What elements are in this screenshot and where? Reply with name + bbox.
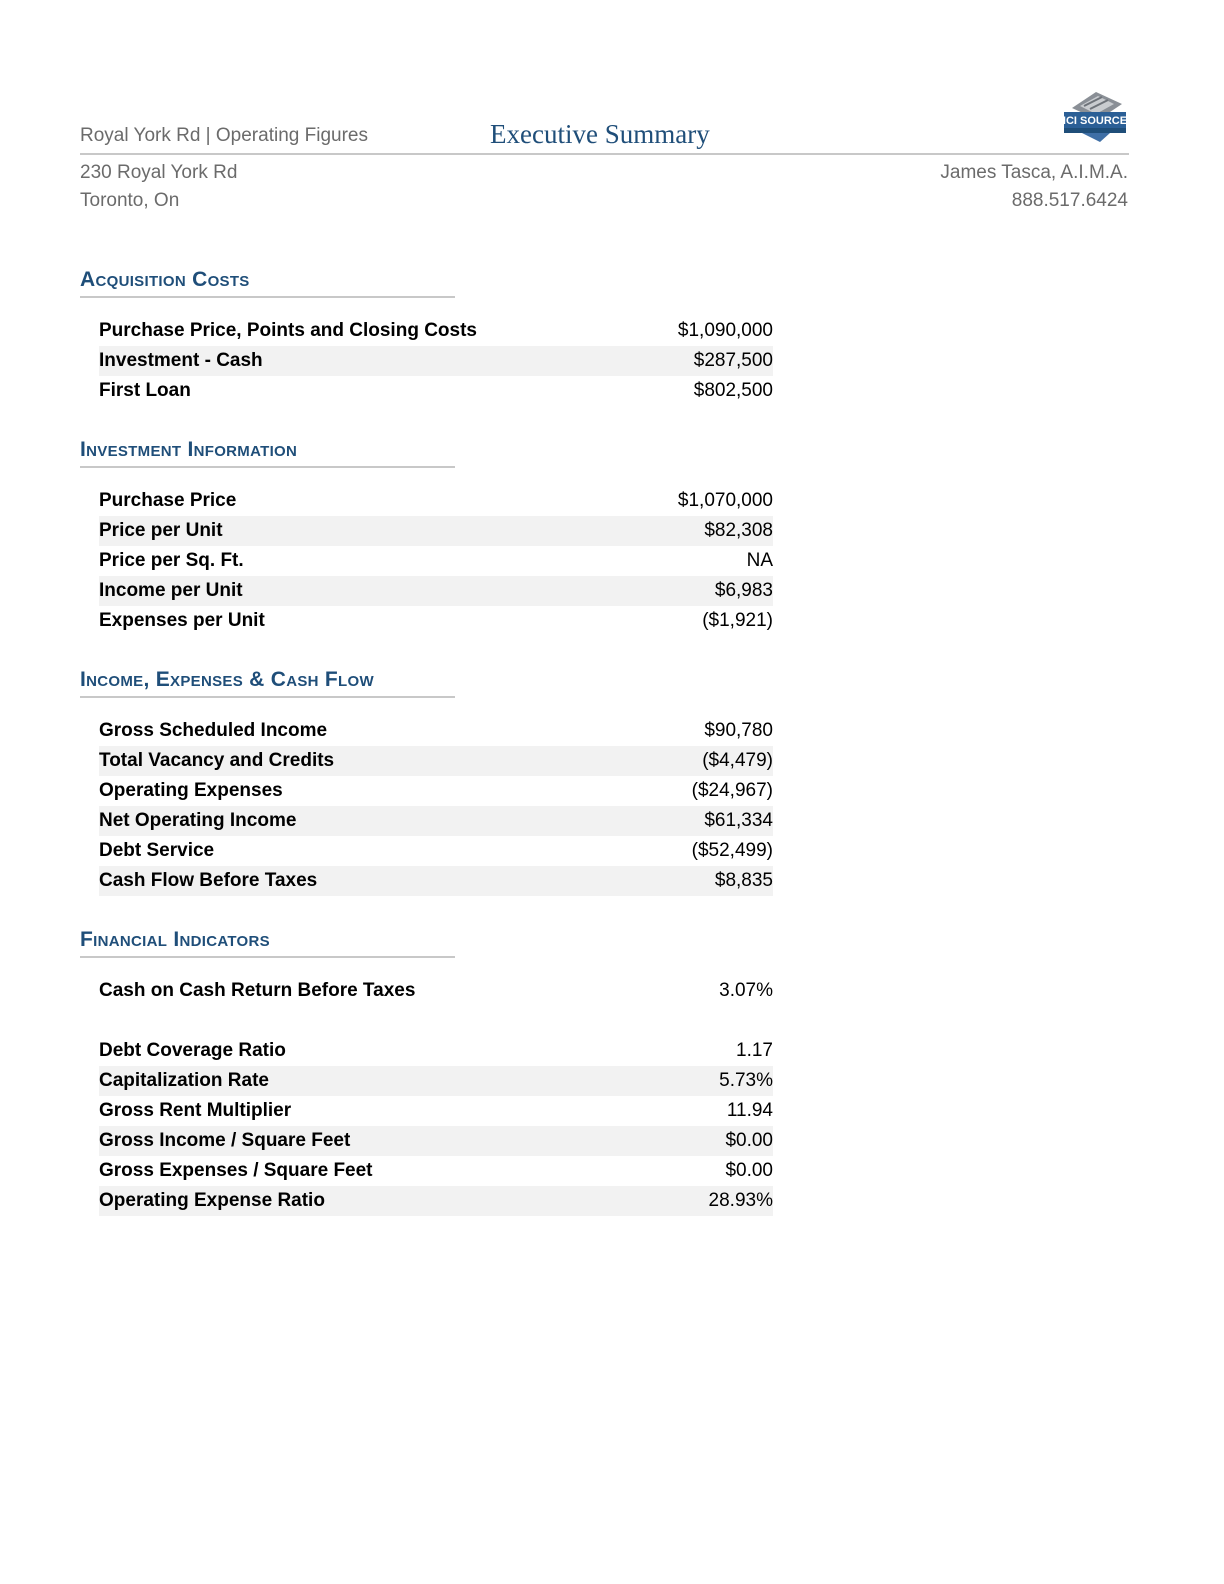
contact-name: James Tasca, A.I.M.A. [940,162,1128,183]
table-row [99,346,773,376]
row-value: $802,500 [693,380,773,401]
row-value: ($52,499) [691,840,773,861]
company-logo [1062,88,1128,144]
table-row [99,836,773,866]
row-label: Gross Expenses / Square Feet [99,1160,373,1181]
row-label: Gross Income / Square Feet [99,1130,351,1151]
report-subtitle: Royal York Rd | Operating Figures [80,125,368,146]
address-line-1: 230 Royal York Rd [80,162,238,183]
table-row [99,376,773,406]
row-label: Cash Flow Before Taxes [99,870,318,891]
row-label: Cash on Cash Return Before Taxes [99,980,416,1001]
row-label: Purchase Price, Points and Closing Costs [99,320,477,341]
address-line-2: Toronto, On [80,190,180,211]
table-row [99,546,773,576]
section-title: Investment Information [80,438,455,468]
table-row [99,1096,773,1126]
row-value: 5.73% [719,1070,773,1091]
row-value: ($24,967) [691,780,773,801]
row-value: $82,308 [704,520,773,541]
row-label: Capitalization Rate [99,1070,269,1091]
row-label: Investment - Cash [99,350,263,371]
table-row [99,576,773,606]
row-value: ($1,921) [702,610,773,631]
table-row [99,776,773,806]
row-value: $287,500 [693,350,773,371]
row-label: Expenses per Unit [99,610,265,631]
section-financial-indicators [80,928,773,1216]
row-label: Net Operating Income [99,810,297,831]
row-label: Debt Coverage Ratio [99,1040,286,1061]
row-label: Operating Expense Ratio [99,1190,325,1211]
row-label: Purchase Price [99,490,237,511]
row-value: ($4,479) [702,750,773,771]
row-value: $90,780 [704,720,773,741]
section-title: Financial Indicators [80,928,455,958]
row-value: NA [746,550,773,571]
table-row [99,1156,773,1186]
row-label: Total Vacancy and Credits [99,750,335,771]
row-value: 11.94 [726,1100,773,1121]
row-value: $6,983 [714,580,773,601]
row-value: $1,090,000 [677,320,773,341]
table-row [99,716,773,746]
row-value: 1.17 [736,1040,773,1061]
section-acquisition-costs [80,268,773,406]
row-value: $1,070,000 [677,490,773,511]
page-title: Executive Summary [490,119,710,149]
property-address [80,159,237,215]
section-title: Income, Expenses & Cash Flow [80,668,455,698]
row-label: Income per Unit [99,580,243,601]
section-income-expenses-cash-flow [80,668,773,896]
table-row [99,516,773,546]
table-row [99,486,773,516]
table-row [99,866,773,896]
table-row [99,606,773,636]
table-row [99,746,773,776]
row-value: $0.00 [725,1160,773,1181]
row-label: Price per Unit [99,520,223,541]
row-label: Gross Rent Multiplier [99,1100,292,1121]
table-row [99,1036,773,1066]
logo-text: ICI SOURCE [1062,115,1128,127]
row-label: Price per Sq. Ft. [99,550,244,571]
section-title: Acquisition Costs [80,268,455,298]
row-label: Gross Scheduled Income [99,720,328,741]
row-value: $8,835 [714,870,773,891]
row-value: 3.07% [719,980,773,1001]
row-label: Operating Expenses [99,780,283,801]
table-row [99,1186,773,1216]
contact-info [940,159,1128,215]
row-label: First Loan [99,380,191,401]
table-row [99,976,773,1006]
header-divider [80,153,1129,155]
table-row [99,806,773,836]
table-row [99,1126,773,1156]
row-value: 28.93% [708,1190,773,1211]
table-row [99,1066,773,1096]
table-row [99,316,773,346]
row-value: $61,334 [704,810,773,831]
row-value: $0.00 [725,1130,773,1151]
row-spacer [99,1006,773,1036]
contact-phone: 888.517.6424 [1011,190,1128,211]
section-investment-information [80,438,773,636]
row-label: Debt Service [99,840,215,861]
